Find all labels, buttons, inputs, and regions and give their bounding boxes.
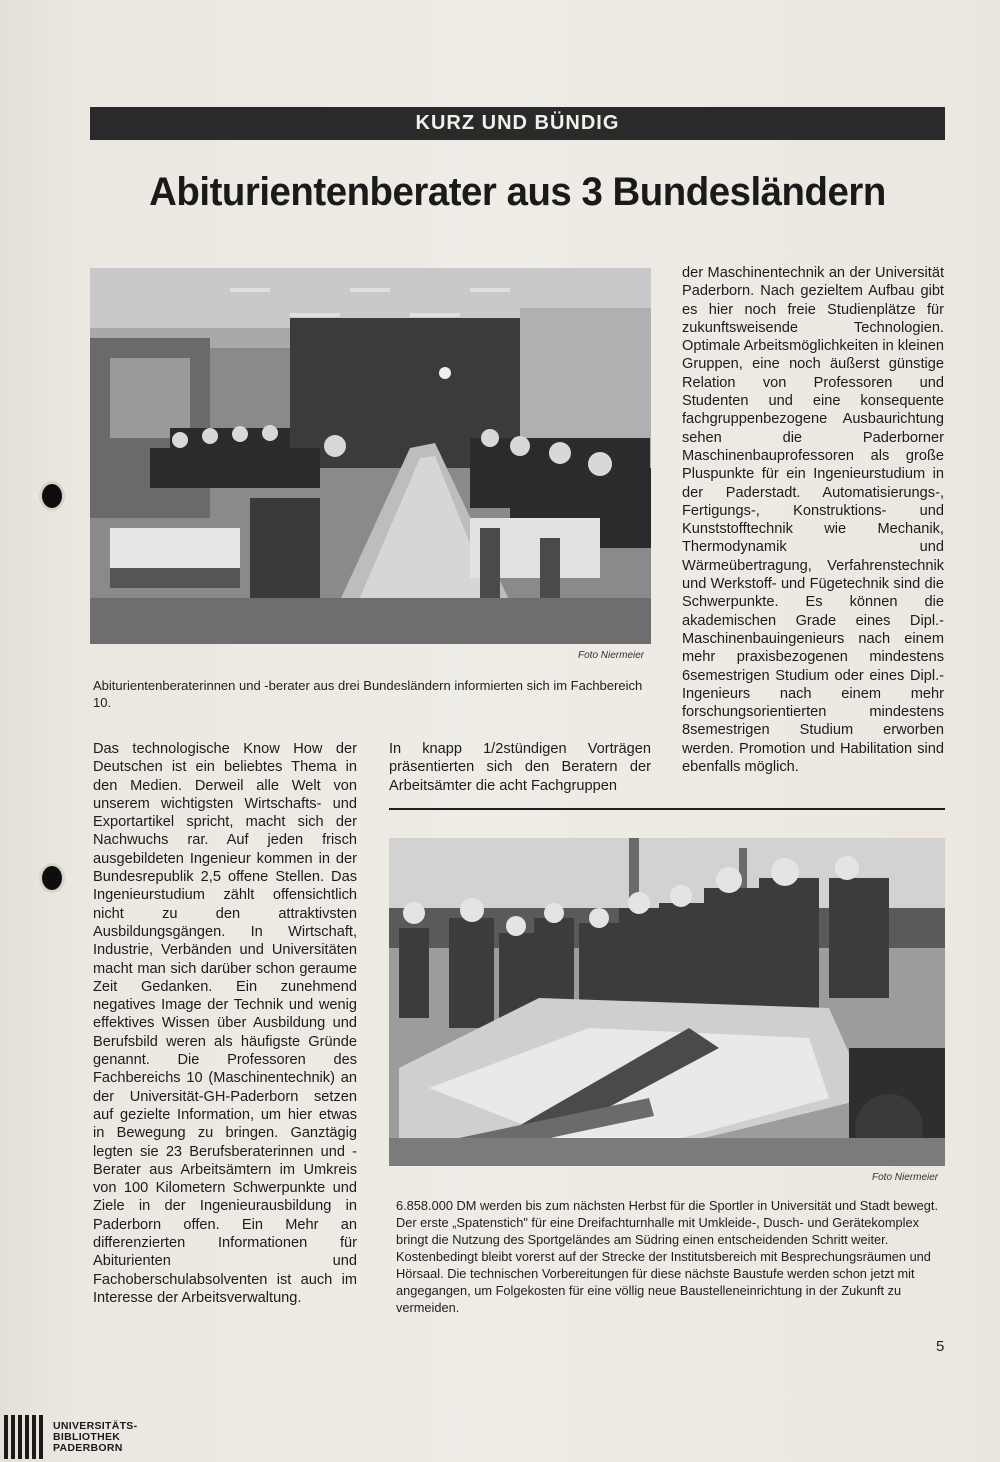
photo-credit-1: Foto Niermeier <box>578 650 645 661</box>
library-logo <box>0 1412 170 1462</box>
article-text-column-2: In knapp 1/2stündigen Vorträgen präsentierten sich den Beratern der Arbeitsämter die acht Fachgruppen <box>389 741 651 794</box>
groundbreaking-photo <box>389 838 945 1166</box>
photo-caption-1: Abiturientenberaterinnen und -berater aus drei Bundesländern informierten sich im Fachbereich 10. <box>93 678 643 710</box>
section-banner: KURZ UND BÜNDIG <box>90 107 945 140</box>
headline: Abiturientenberater aus 3 Bundesländern <box>149 170 886 214</box>
article-text-column-1: Das technologische Know How der Deutschen ist ein beliebtes Thema in den Medien. Derweil alle Welt von unserem wichtigsten Wirtschafts- und Exportartikel spricht, macht sich der Nachwuchs rar. Auf jeden frisch ausgebildeten Ingenieur kommen in der Bundesrepublik 2,5 offene Stellen. Das Ingenieurstudium zählt offensichtlich nicht zu den attraktivsten Ausbildungsgängen. In Wirtschaft, Industrie, Verbänden und Universitäten macht man sich darüber schon geraume Zeit Gedanken. Ein zunehmend negatives Image der Technik und wenig effektives Wissen über Ausbildung und Berufsbild weren als häufigste Gründe genannt. Die Professoren des Fachbereichs 10 (Maschinentechnik) an der Universität-GH-Paderborn setzen auf gezielte Information, um hier etwas in Bewegung zu bringen. Ganztägig legten sie 23 Berufsberaterinnen und -Berater aus Arbeitsämtern im Umkreis von 100 Kilometern Schwerpunkte und Ziele in der Ingenieurausbildung in Paderborn offen. Ein Mehr an differenzierten Informationen für Abiturienten und Fachoberschulabsolventen ist auch im Interesse der Arbeitsverwaltung. <box>93 741 357 1306</box>
library-logo-text <box>53 1421 137 1454</box>
article-column-1 <box>93 740 357 1307</box>
punch-hole-top <box>42 484 62 508</box>
conference-room-photo <box>90 268 651 644</box>
library-logo-bars-icon <box>4 1415 43 1459</box>
article-text-column-3: der Maschinentechnik an der Universität Paderborn. Nach gezieltem Aufbau gibt es hier noch freie Studienplätze für zukunftsweisende Technologien. Optimale Arbeitsmöglichkeiten in kleinen Gruppen, eine noch äußerst günstige Relation von Professoren und Studenten und eine konsequente fachgruppenbezogene Ausbaurichtung sehen die Paderborner Maschinenbauprofessoren als große Pluspunkte für ein Ingenieurstudium in der Paderstadt. Automatisierungs-, Fertigungs-, Konstruktions- und Kunststofftechnik wie Mechanik, Thermodynamik und Wärmeübertragung, Verfahrenstechnik und Werkstoff- und Fügetechnik sind die Schwerpunkte. Es können die akademischen Grade eines Dipl.-Maschinenbauingenieurs nach einem mehr praxisbezogenen mindestens 6semestrigen Studium oder eines Dipl.-Ingenieurs nach einem mehr forschungsorientierten mindestens 8semestrigen Studium erworben werden. Promotion und Habilitation sind ebenfalls möglich. <box>682 265 945 776</box>
library-logo-line-3: PADERBORN <box>53 1441 123 1454</box>
page-number: 5 <box>936 1338 945 1355</box>
library-logo-line-1: UNIVERSITÄTS- <box>53 1419 138 1432</box>
photo-caption-2: 6.858.000 DM werden bis zum nächsten Herbst für die Sportler in Universität und Stadt bewegt. Der erste „Spatenstich" für eine Dreifachturnhalle mit Umkleide-, Dusch- und Gerätekomplex bringt die Nutzung des Sportgeländes am Südring einen entscheidenden Schritt weiter. Kostenbedingt bleibt vorerst auf der Strecke der Institutsbereich mit Besprechungsräumen und Hörsaal. Die technischen Vorbereitungen für diese nächste Baustufe werden schon jetzt mit angegangen, um Folgekosten für eine völlig neue Baustelleneinrichtung in der Zukunft zu vermeiden. <box>396 1198 939 1315</box>
section-divider-rule <box>389 808 945 810</box>
photo-credit-2: Foto Niermeier <box>872 1172 939 1183</box>
punch-hole-bottom <box>42 866 62 890</box>
article-column-3 <box>682 264 944 776</box>
article-column-2 <box>389 740 651 795</box>
library-logo-line-2: BIBLIOTHEK <box>53 1430 121 1443</box>
